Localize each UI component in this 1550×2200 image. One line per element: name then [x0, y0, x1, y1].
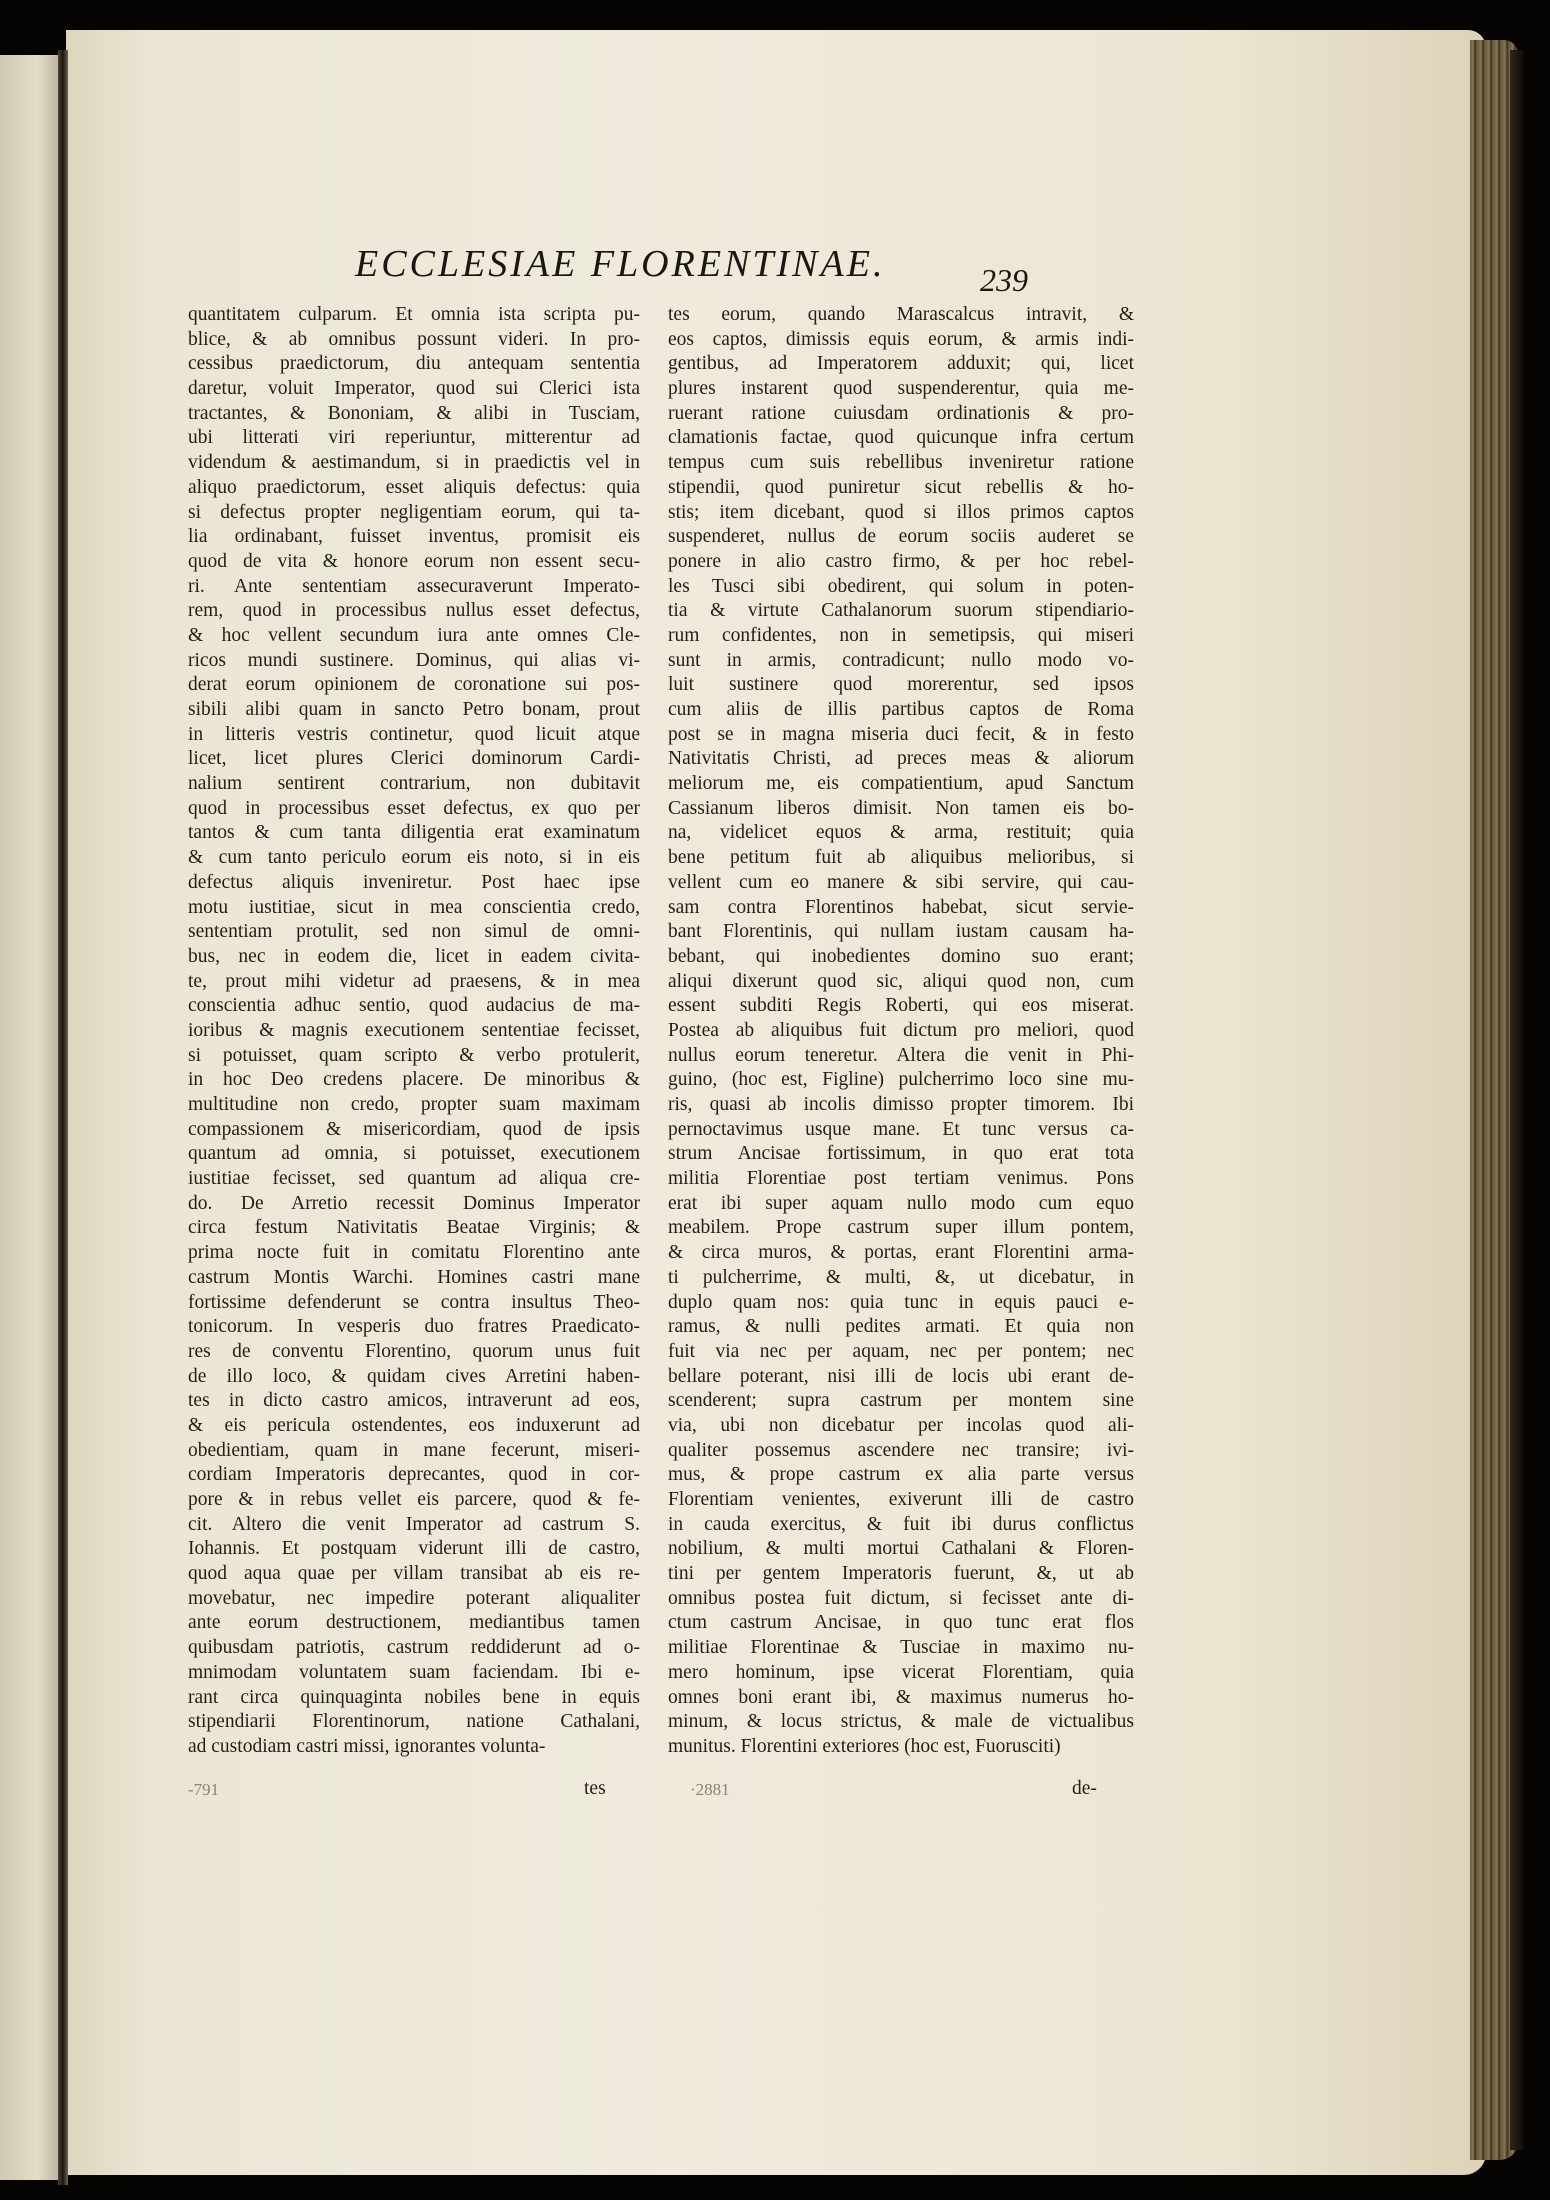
text-line: nalium sentirent contrarium, non dubitavit [188, 773, 640, 795]
text-line: in hoc Deo credens placere. De minoribus & [188, 1069, 640, 1091]
text-line: in cauda exercitus, & fuit ibi durus conflictus [668, 1513, 1134, 1535]
text-line: in litteris vestris continetur, quod licuit atque [188, 723, 640, 745]
text-line: tini per gentem Imperatoris fuerunt, &, ut ab [668, 1563, 1134, 1585]
text-line: les Tusci sibi obedirent, qui solum in poten- [668, 575, 1134, 597]
text-line: ante eorum destructionem, mediantibus tamen [188, 1612, 640, 1634]
text-line: via, ubi non dicebatur per incolas quod ali- [668, 1414, 1134, 1436]
text-line: tantos & cum tanta diligentia erat examinatum [188, 822, 640, 844]
text-line: eos captos, dimissis equis eorum, & armis indi- [668, 328, 1134, 350]
text-line: tes eorum, quando Marascalcus intravit, & [668, 304, 1134, 325]
text-line: rem, quod in processibus nullus esset defectus, [188, 600, 640, 622]
text-line: munitus. Florentini exteriores (hoc est, Fuorusciti) [668, 1735, 1061, 1757]
text-line: ponere in alio castro firmo, & per hoc rebel- [668, 550, 1134, 572]
text-line: ti pulcherrime, & multi, &, ut dicebatur, in [668, 1266, 1134, 1288]
text-line: strum Ancisae fortissimum, in quo erat tota [668, 1143, 1134, 1165]
text-line: fuit via nec per aquam, nec per pontem; nec [668, 1340, 1134, 1362]
text-line: aliquo praedictorum, esset aliquis defectus: quia [188, 476, 640, 498]
page-number: 239 [980, 262, 1028, 298]
text-line: sam contra Florentinos habebat, sicut servie- [668, 896, 1134, 918]
text-line: videndum & aestimandum, si in praedictis vel in [188, 452, 640, 474]
text-line: stipendiarii Florentinorum, natione Cathalani, [188, 1711, 640, 1733]
text-line: bellare poterant, nisi illi de locis ubi erant de- [668, 1365, 1134, 1387]
text-line: lia ordinabant, fuisset inventus, promisit eis [188, 526, 640, 548]
text-line: cessibus praedictorum, diu antequam sententia [188, 353, 640, 375]
text-line: ubi litterati viri reperiuntur, mitterentur ad [188, 427, 640, 449]
text-line: de illo loco, & quidam cives Arretini haben- [188, 1365, 640, 1387]
text-line: rant circa quinquaginta nobiles bene in equis [188, 1686, 640, 1708]
text-line: mus, & prope castrum ex alia parte versus [668, 1464, 1134, 1486]
text-line: duplo quam nos: quia tunc in equis pauci e- [668, 1291, 1134, 1313]
text-line: quod in processibus esset defectus, ex quo per [188, 797, 640, 819]
text-line: pore & in rebus vellet eis parcere, quod & fe- [188, 1489, 640, 1510]
text-line: si potuisset, quam scripto & verbo protulerit, [188, 1044, 640, 1066]
text-line: defectus aliquis inveniretur. Post haec ipse [188, 871, 640, 893]
text-line: bene petitum fuit ab aliquibus melioribus, si [668, 847, 1134, 869]
text-line: plures instarent quod suspenderentur, quia me- [668, 378, 1134, 400]
text-line: militia Florentiae post tertiam venimus. Pons [668, 1168, 1134, 1190]
text-line: essent subditi Regis Roberti, qui eos miserat. [668, 995, 1134, 1017]
cover-edge [1510, 50, 1524, 2150]
text-line: & cum tanto periculo eorum eis noto, si in eis [188, 847, 640, 869]
text-line: pernoctavimus usque mane. Et tunc versus ca- [668, 1118, 1134, 1140]
text-line: ri. Ante sententiam assecuraverunt Imperato- [188, 575, 640, 597]
text-line: ruerant ratione cuiusdam ordinationis & pro- [668, 402, 1134, 424]
text-line: aliqui dixerunt quod sic, aliqui quod non, cum [668, 970, 1134, 992]
text-line: suspenderet, nullus de eorum sociis auderet se [668, 526, 1134, 548]
text-line: cit. Altero die venit Imperator ad castrum S. [188, 1513, 640, 1535]
text-line: res de conventu Florentino, quorum unus fuit [188, 1340, 640, 1362]
text-line: quantum ad omnia, si potuisset, executionem [188, 1143, 640, 1165]
text-line: obedientiam, quam in mane fecerunt, miseri- [188, 1439, 640, 1461]
text-line: tia & virtute Cathalanorum suorum stipendiario- [668, 600, 1134, 622]
text-line: rum confidentes, non in semetipsis, qui miseri [668, 624, 1134, 646]
text-line: daretur, voluit Imperator, quod sui Clerici ista [188, 378, 640, 400]
text-line: nobilium, & multi mortui Cathalani & Floren- [668, 1538, 1134, 1560]
show-through-mark-left: -791 [188, 1780, 220, 1799]
text-line: derat eorum opinionem de coronatione sui pos- [188, 674, 640, 696]
running-title: ECCLESIAE FLORENTINAE. [355, 243, 886, 285]
text-line: omnibus postea fuit dictum, si fecisset ante di- [668, 1587, 1134, 1609]
text-line: prima nocte fuit in comitatu Florentino ante [188, 1242, 640, 1264]
text-line: Cassianum liberos dimisit. Non tamen eis bo- [668, 797, 1134, 819]
text-line: tractantes, & Bononiam, & alibi in Tusciam, [188, 402, 640, 424]
text-line: quibusdam patriotis, castrum reddiderunt ad o- [188, 1637, 640, 1659]
text-column-right [668, 303, 1134, 1760]
text-line: licet, licet plures Clerici dominorum Cardi- [188, 748, 640, 770]
text-line: mero hominum, ipse vicerat Florentiam, quia [668, 1661, 1134, 1683]
text-column-left [188, 303, 640, 1760]
text-line: & hoc vellent secundum iura ante omnes Cle- [188, 624, 640, 646]
text-line: minum, & locus strictus, & male de victualibus [668, 1711, 1134, 1733]
text-line: sunt in armis, contradicunt; nullo modo vo- [668, 649, 1134, 671]
text-line: movebatur, nec impedire poterant aliqualiter [188, 1587, 640, 1609]
show-through-mark-right: ·2881 [690, 1780, 730, 1799]
text-line: castrum Montis Warchi. Homines castri mane [188, 1266, 640, 1288]
text-line: nullus eorum teneretur. Altera die venit in Phi- [668, 1044, 1134, 1066]
book-gutter [58, 50, 68, 2185]
text-line: stis; item dicebant, quod si illos primos captos [668, 501, 1134, 523]
text-line: erat ibi super aquam nullo modo cum equo [668, 1192, 1134, 1214]
text-line: Florentiam venientes, exiverunt illi de castro [668, 1489, 1134, 1510]
text-line: bant Florentinis, qui nullam iustam causam ha- [668, 921, 1134, 943]
text-line: tempus cum suis rebellibus inveniretur ratione [668, 452, 1134, 474]
text-line: & eis pericula ostendentes, eos induxerunt ad [188, 1414, 640, 1436]
text-line: scenderent; supra castrum per montem sine [668, 1390, 1134, 1412]
text-line: & circa muros, & portas, erant Florentini arma- [668, 1242, 1134, 1264]
text-line: ris, quasi ab incolis dimisso propter timorem. Ibi [668, 1094, 1134, 1115]
text-line: militiae Florentinae & Tusciae in maximo nu- [668, 1637, 1134, 1659]
text-line: fortissime defenderunt se contra insultus Theo- [188, 1291, 640, 1313]
text-line: tes in dicto castro amicos, intraverunt ad eos, [188, 1390, 640, 1412]
text-line: omnes boni erant ibi, & maximus numerus ho- [668, 1686, 1134, 1708]
text-line: bebant, qui inobedientes domino suo erant; [668, 945, 1134, 967]
text-line: gentibus, ad Imperatorem adduxit; qui, licet [668, 353, 1134, 375]
facing-page-edge [0, 55, 62, 2180]
text-line: ctum castrum Ancisae, in quo tunc erat flos [668, 1612, 1134, 1634]
text-line: multitudine non credo, propter suam maximam [188, 1094, 640, 1115]
text-line: circa festum Nativitatis Beatae Virginis; & [188, 1217, 640, 1239]
text-line: motu iustitiae, sicut in mea conscientia credo, [188, 896, 640, 918]
text-line: stipendii, quod puniretur sicut rebellis & ho- [668, 476, 1134, 498]
text-line: meabilem. Prope castrum super illum pontem, [668, 1217, 1134, 1239]
text-line: quod de vita & honore eorum non essent secu- [188, 550, 640, 572]
catchword-right: de- [1072, 1778, 1097, 1799]
text-line: Postea ab aliquibus fuit dictum pro meliori, quod [668, 1019, 1134, 1041]
text-line: clamationis factae, quod quicunque infra certum [668, 427, 1134, 449]
text-line: Nativitatis Christi, ad preces meas & aliorum [668, 748, 1134, 770]
text-line: meliorum me, eis compatientium, apud Sanctum [668, 773, 1134, 795]
text-line: quantitatem culparum. Et omnia ista scripta pu- [188, 304, 640, 325]
text-line: iustitiae fecisset, sed quantum ad aliqua cre- [188, 1168, 640, 1190]
text-line: cordiam Imperatoris deprecantes, quod in cor- [188, 1464, 640, 1486]
text-line: compassionem & misericordiam, quod de ipsis [188, 1118, 640, 1140]
text-line: Iohannis. Et postquam viderunt illi de castro, [188, 1538, 640, 1560]
text-line: tonicorum. In vesperis duo fratres Praedicato- [188, 1316, 640, 1338]
text-line: do. De Arretio recessit Dominus Imperator [188, 1192, 640, 1214]
text-line: si defectus propter negligentiam eorum, qui ta- [188, 501, 640, 523]
text-line: te, prout mihi videtur ad praesens, & in mea [188, 970, 640, 992]
text-line: na, videlicet equos & arma, restituit; quia [668, 822, 1134, 844]
text-line: bus, nec in eodem die, licet in eadem civita- [188, 945, 640, 967]
text-line: mnimodam voluntatem suam faciendam. Ibi e- [188, 1661, 640, 1683]
text-line: blice, & ab omnibus possunt videri. In pro- [188, 328, 640, 350]
text-line: ramus, & nulli pedites armati. Et quia non [668, 1316, 1134, 1338]
text-line: quod aqua quae per villam transibat ab eis re- [188, 1563, 640, 1585]
text-line: post se in magna miseria duci fecit, & in festo [668, 723, 1134, 745]
text-line: ricos mundi sustinere. Dominus, qui alias vi- [188, 649, 640, 671]
text-line: qualiter possemus ascendere nec transire; ivi- [668, 1439, 1134, 1461]
text-line: ioribus & magnis executionem sententiae fecisset, [188, 1019, 640, 1041]
catchword-left: tes [584, 1778, 606, 1799]
text-line: vellent cum eo manere & sibi servire, qui cau- [668, 871, 1134, 893]
text-line: sibili alibi quam in sancto Petro bonam, prout [188, 699, 640, 720]
text-line: luit sustinere quod morerentur, sed ipsos [668, 674, 1134, 696]
text-line: ad custodiam castri missi, ignorantes volunta- [188, 1735, 546, 1757]
text-line: guino, (hoc est, Figline) pulcherrimo loco sine mu- [668, 1069, 1134, 1091]
text-line: conscientia adhuc sentio, quod audacius de ma- [188, 995, 640, 1017]
text-line: sententiam protulit, sed non simul de omni- [188, 921, 640, 943]
text-line: cum aliis de illis partibus captos de Roma [668, 699, 1134, 720]
